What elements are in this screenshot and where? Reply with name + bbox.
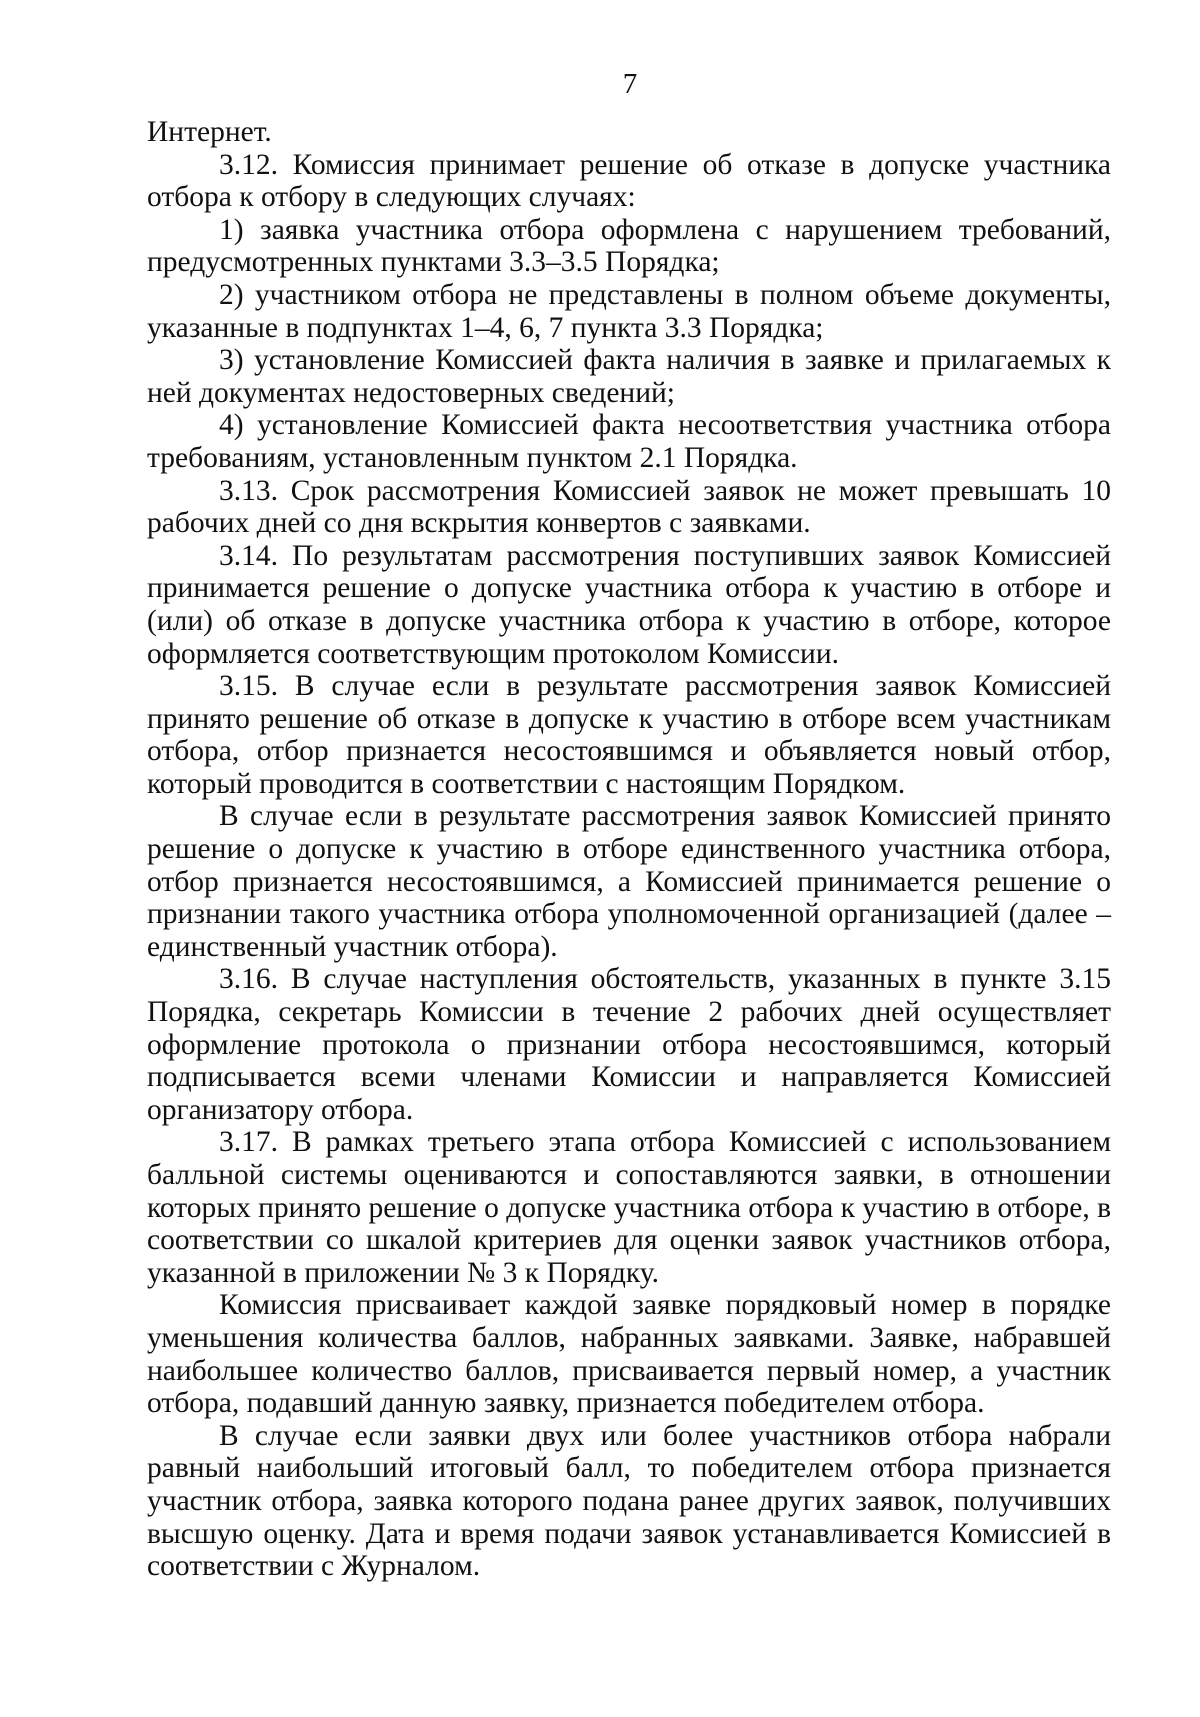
paragraph-3-12: 3.12. Комиссия принимает решение об отказе в допуске участника отбора к отбору в следующих случаях: — [147, 148, 1111, 214]
page-number: 7 — [622, 68, 638, 100]
paragraph-3-16: 3.16. В случае наступления обстоятельств, указанных в пункте 3.15 Порядка, секретарь Комиссии в течение 2 рабочих дней осуществляет оформление протокола о признании отбора несостоявшимся, который подписывается всеми членами Комиссии и направляется Комиссией организатору отбора. — [147, 963, 1111, 1126]
list-item-2: 2) участником отбора не представлены в полном объеме документы, указанные в подпунктах 1–4, 6, 7 пункта 3.3 Порядка; — [147, 278, 1111, 344]
paragraph-3-17-tie-break: В случае если заявки двух или более участников отбора набрали равный наибольший итоговый балл, то победителем отбора признается участник отбора, заявка которого подана ранее других заявок, получивших высшую оценку. Дата и время подачи заявок устанавливается Комиссией в соответствии с Журналом. — [147, 1419, 1111, 1583]
list-item-1: 1) заявка участника отбора оформлена с нарушением требований, предусмотренных пунктами 3.3–3.5 Порядка; — [147, 213, 1111, 279]
list-item-3: 3) установление Комиссией факта наличия в заявке и прилагаемых к ней документах недостоверных сведений; — [147, 344, 1111, 409]
paragraph-3-14: 3.14. По результатам рассмотрения поступивших заявок Комиссией принимается решение о допуске участника отбора к участию в отборе и (или) об отказе в допуске участника отбора к участию в отборе, которое оформляется соответствующим протоколом Комиссии. — [147, 539, 1111, 670]
paragraph-continuation: Интернет. — [147, 116, 272, 148]
paragraph-3-13: 3.13. Срок рассмотрения Комиссией заявок не может превышать 10 рабочих дней со дня вскрытия конвертов с заявками. — [147, 474, 1111, 540]
list-item-4: 4) установление Комиссией факта несоответствия участника отбора требованиям, установленным пунктом 2.1 Порядка. — [147, 409, 1111, 474]
paragraph-3-17-numbering: Комиссия присваивает каждой заявке порядковый номер в порядке уменьшения количества баллов, набранных заявками. Заявке, набравшей наибольшее количество баллов, присваивается первый номер, а участник отбора, подавший данную заявку, признается победителем отбора. — [147, 1289, 1111, 1420]
paragraph-3-15-single-participant: В случае если в результате рассмотрения заявок Комиссией принято решение о допуске к участию в отборе единственного участника отбора, отбор признается несостоявшимся, а Комиссией принимается решение о признании такого участника отбора уполномоченной организацией (далее – единственный участник отбора). — [147, 800, 1111, 963]
document-body — [147, 116, 1111, 1583]
paragraph-3-15: 3.15. В случае если в результате рассмотрения заявок Комиссией принято решение об отказе в допуске к участию в отборе всем участникам отбора, отбор признается несостоявшимся и объявляется новый отбор, который проводится в соответствии с настоящим Порядком. — [147, 670, 1111, 800]
paragraph-3-17: 3.17. В рамках третьего этапа отбора Комиссией с использованием балльной системы оцениваются и сопоставляются заявки, в отношении которых принято решение о допуске участника отбора к участию в отборе, в соответствии со шкалой критериев для оценки заявок участников отбора, указанной в приложении № 3 к Порядку. — [147, 1126, 1111, 1289]
